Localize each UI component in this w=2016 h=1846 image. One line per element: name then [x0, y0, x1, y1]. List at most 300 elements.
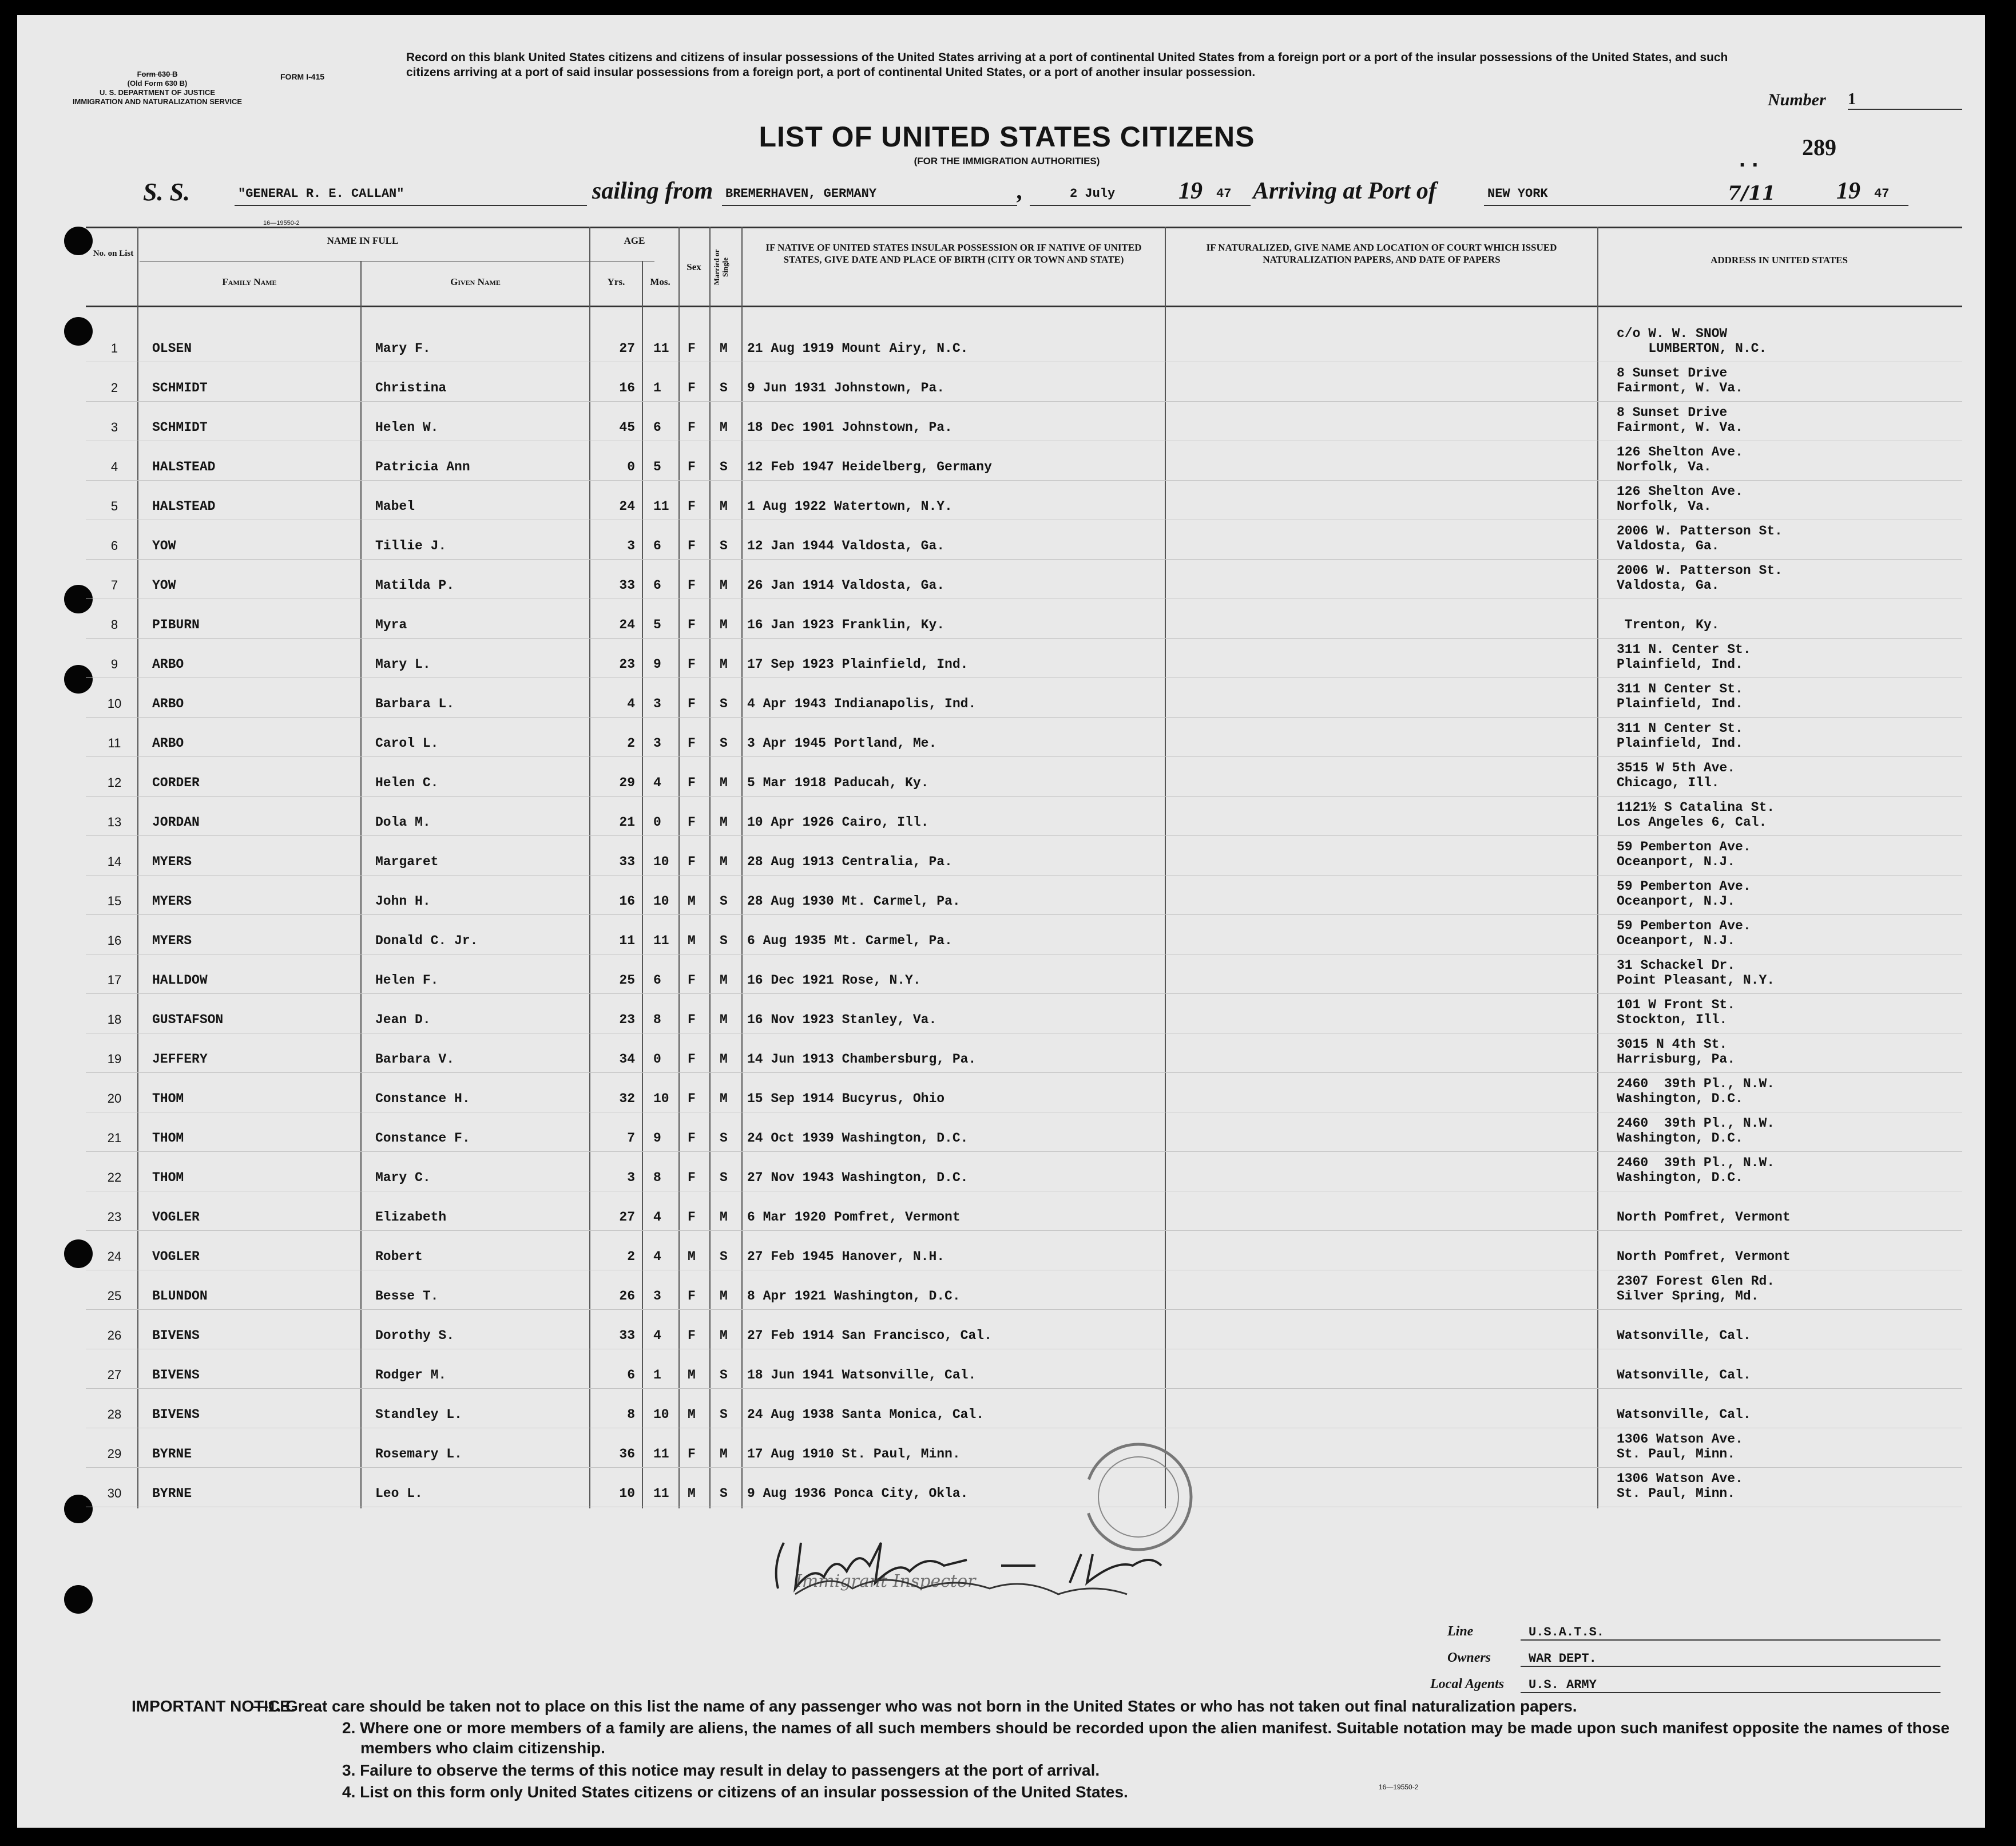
- form-code-bottom: 16—19550-2: [1379, 1783, 1419, 1791]
- sex: F: [688, 341, 696, 356]
- marital-status: S: [720, 538, 728, 553]
- age-years: 29: [619, 775, 635, 790]
- col-header-birth: IF NATIVE OF UNITED STATES INSULAR POSSESSION OR IF NATIVE OF UNITED STATES, GIVE DATE AND PLACE OF BIRTH (CITY OR TOWN AND STATE): [765, 242, 1142, 265]
- row-rule: [86, 480, 1962, 481]
- given-name: Barbara L.: [375, 696, 455, 711]
- age-years: 21: [619, 815, 635, 830]
- age-years: 27: [619, 341, 635, 356]
- given-name: Helen C.: [375, 775, 439, 790]
- sex: F: [688, 578, 696, 593]
- given-name: Helen W.: [375, 420, 439, 435]
- us-address: 31 Schackel Dr. Point Pleasant, N.Y.: [1617, 958, 1775, 988]
- age-years: 0: [627, 459, 635, 474]
- sex: F: [688, 854, 696, 869]
- row-number: 19: [107, 1052, 122, 1066]
- age-months: 8: [653, 1012, 661, 1027]
- punch-hole: [64, 1239, 93, 1268]
- col-header-address: ADDRESS IN UNITED STATES: [1711, 255, 1848, 266]
- row-number: 24: [107, 1249, 122, 1263]
- table-header-rule: [86, 306, 1962, 307]
- arriving-label: Arriving at Port of: [1253, 178, 1436, 204]
- col-divider: [642, 261, 643, 1508]
- us-address: c/o W. W. SNOW LUMBERTON, N.C.: [1617, 326, 1767, 356]
- age-months: 5: [653, 459, 661, 474]
- age-years: 24: [619, 617, 635, 632]
- row-number: 13: [107, 815, 122, 829]
- age-years: 2: [627, 736, 635, 751]
- sex: F: [688, 617, 696, 632]
- us-address: 126 Shelton Ave. Norfolk, Va.: [1617, 484, 1743, 514]
- given-name: Myra: [375, 617, 407, 632]
- row-rule: [86, 914, 1962, 915]
- col-header-name-in-full: NAME IN FULL: [327, 235, 399, 246]
- family-name: BYRNE: [152, 1447, 192, 1461]
- sailing-year-prefix: 19: [1178, 178, 1203, 204]
- family-name: MYERS: [152, 933, 192, 948]
- family-name: MYERS: [152, 854, 192, 869]
- given-name: Besse T.: [375, 1289, 439, 1304]
- given-name: Mary L.: [375, 657, 431, 672]
- age-months: 4: [653, 1249, 661, 1264]
- birth-date-place: 17 Sep 1923 Plainfield, Ind.: [747, 657, 969, 672]
- marital-status: S: [720, 459, 728, 474]
- age-months: 4: [653, 1328, 661, 1343]
- arrival-year: 47: [1871, 187, 1908, 206]
- family-name: THOM: [152, 1091, 184, 1106]
- col-divider: [137, 227, 138, 1508]
- given-name: Rosemary L.: [375, 1447, 462, 1461]
- birth-date-place: 4 Apr 1943 Indianapolis, Ind.: [747, 696, 977, 711]
- birth-date-place: 21 Aug 1919 Mount Airy, N.C.: [747, 341, 969, 356]
- sex: F: [688, 815, 696, 830]
- marital-status: S: [720, 381, 728, 395]
- sex: M: [688, 1486, 696, 1501]
- given-name: Donald C. Jr.: [375, 933, 478, 948]
- notice-item-1: —1. Great care should be taken not to place on this list the name of any passenger who was not born in the United States or who has not taken out final naturalization papers.: [252, 1697, 1577, 1715]
- age-months: 8: [653, 1170, 661, 1185]
- marital-status: S: [720, 1170, 728, 1185]
- col-divider: [1165, 227, 1166, 1508]
- punch-hole: [64, 1585, 93, 1614]
- marital-status: M: [720, 578, 728, 593]
- us-address: 59 Pemberton Ave. Oceanport, N.J.: [1617, 839, 1751, 869]
- sex: F: [688, 1131, 696, 1146]
- sex: F: [688, 1170, 696, 1185]
- row-rule: [86, 1230, 1962, 1231]
- marital-status: M: [720, 1210, 728, 1225]
- sailing-from-label: sailing from: [592, 178, 713, 204]
- birth-date-place: 6 Aug 1935 Mt. Carmel, Pa.: [747, 933, 953, 948]
- age-years: 23: [619, 657, 635, 672]
- us-address: Watsonville, Cal.: [1617, 1407, 1751, 1422]
- sex: F: [688, 1447, 696, 1461]
- age-years: 10: [619, 1486, 635, 1501]
- given-name: Carol L.: [375, 736, 439, 751]
- age-months: 6: [653, 538, 661, 553]
- age-years: 24: [619, 499, 635, 514]
- age-months: 11: [653, 1447, 669, 1461]
- row-number: 28: [107, 1407, 122, 1421]
- us-address: 1121½ S Catalina St. Los Angeles 6, Cal.: [1617, 800, 1775, 830]
- punch-hole: [64, 665, 93, 694]
- number-label: Number: [1768, 90, 1826, 109]
- sex: F: [688, 1091, 696, 1106]
- family-name: MYERS: [152, 894, 192, 909]
- birth-date-place: 9 Jun 1931 Johnstown, Pa.: [747, 381, 945, 395]
- birth-date-place: 3 Apr 1945 Portland, Me.: [747, 736, 937, 751]
- us-address: 2460 39th Pl., N.W. Washington, D.C.: [1617, 1116, 1775, 1146]
- family-name: ARBO: [152, 657, 184, 672]
- marital-status: M: [720, 1012, 728, 1027]
- row-number: 15: [107, 894, 122, 908]
- row-number: 17: [107, 973, 122, 987]
- marital-status: S: [720, 696, 728, 711]
- marital-status: S: [720, 1486, 728, 1501]
- us-address: Trenton, Ky.: [1624, 617, 1720, 632]
- row-number: 5: [110, 499, 118, 513]
- sex: F: [688, 538, 696, 553]
- birth-date-place: 16 Dec 1921 Rose, N.Y.: [747, 973, 921, 988]
- given-name: Robert: [375, 1249, 423, 1264]
- given-name: Margaret: [375, 854, 439, 869]
- preamble-text: Record on this blank United States citizens and citizens of insular possessions of the United States arriving at a port of continental United States from a foreign port or a port of the insular possessions of the United States, and such citizens arriving at a port of said insular possessions from a foreign port, a port of continental United States, or a port of another insular possession.: [406, 51, 1728, 79]
- age-years: 45: [619, 420, 635, 435]
- age-months: 11: [653, 1486, 669, 1501]
- col-header-given-name: Given Name: [450, 276, 501, 287]
- page-title: LIST OF UNITED STATES CITIZENS: [759, 121, 1255, 153]
- given-name: Mary C.: [375, 1170, 431, 1185]
- ship-name: "GENERAL R. E. CALLAN": [235, 187, 587, 206]
- birth-date-place: 10 Apr 1926 Cairo, Ill.: [747, 815, 929, 830]
- age-months: 3: [653, 736, 661, 751]
- birth-date-place: 28 Aug 1930 Mt. Carmel, Pa.: [747, 894, 961, 909]
- row-number: 29: [107, 1447, 122, 1461]
- row-rule: [86, 1467, 1962, 1468]
- us-address: North Pomfret, Vermont: [1617, 1210, 1791, 1225]
- us-address: Watsonville, Cal.: [1617, 1328, 1751, 1343]
- birth-date-place: 24 Aug 1938 Santa Monica, Cal.: [747, 1407, 985, 1422]
- us-address: North Pomfret, Vermont: [1617, 1249, 1791, 1264]
- age-months: 10: [653, 894, 669, 909]
- age-years: 32: [619, 1091, 635, 1106]
- birth-date-place: 27 Nov 1943 Washington, D.C.: [747, 1170, 969, 1185]
- family-name: SCHMIDT: [152, 420, 208, 435]
- age-years: 4: [627, 696, 635, 711]
- age-years: 33: [619, 578, 635, 593]
- col-divider: [589, 227, 590, 1508]
- col-header-married: Married or Single: [712, 249, 729, 286]
- birth-date-place: 26 Jan 1914 Valdosta, Ga.: [747, 578, 945, 593]
- row-number: 8: [110, 617, 118, 632]
- notice-item-2: 2. Where one or more members of a family are aliens, the names of all such members should be recorded upon the alien manifest. Suitable notation may be made upon such manifest opposite the names of those members who claim citizenship.: [342, 1719, 1950, 1757]
- marital-status: M: [720, 1052, 728, 1067]
- row-rule: [86, 756, 1962, 757]
- birth-date-place: 18 Dec 1901 Johnstown, Pa.: [747, 420, 953, 435]
- service-stamp: [1070, 1440, 1207, 1554]
- col-header-yrs: Yrs.: [607, 276, 625, 287]
- row-number: 9: [110, 657, 118, 671]
- col-header-naturalized: IF NATURALIZED, GIVE NAME AND LOCATION OF COURT WHICH ISSUED NATURALIZATION PAPERS, AND DATE OF PAPERS: [1206, 242, 1557, 265]
- row-number: 18: [107, 1012, 122, 1027]
- sex: F: [688, 1328, 696, 1343]
- birth-date-place: 6 Mar 1920 Pomfret, Vermont: [747, 1210, 961, 1225]
- marital-status: M: [720, 815, 728, 830]
- us-address: 311 N Center St. Plainfield, Ind.: [1617, 682, 1743, 711]
- marital-status: M: [720, 973, 728, 988]
- us-address: 126 Shelton Ave. Norfolk, Va.: [1617, 445, 1743, 474]
- us-address: 2006 W. Patterson St. Valdosta, Ga.: [1617, 524, 1783, 553]
- sex: F: [688, 696, 696, 711]
- birth-date-place: 27 Feb 1945 Hanover, N.H.: [747, 1249, 945, 1264]
- sailing-year: 47: [1213, 187, 1251, 206]
- marital-status: M: [720, 775, 728, 790]
- age-years: 34: [619, 1052, 635, 1067]
- given-name: Tillie J.: [375, 538, 447, 553]
- sex: F: [688, 459, 696, 474]
- punch-hole: [64, 317, 93, 346]
- age-months: 10: [653, 854, 669, 869]
- age-years: 2: [627, 1249, 635, 1264]
- birth-date-place: 14 Jun 1913 Chambersburg, Pa.: [747, 1052, 977, 1067]
- us-address: Watsonville, Cal.: [1617, 1368, 1751, 1382]
- marital-status: S: [720, 933, 728, 948]
- us-address: 8 Sunset Drive Fairmont, W. Va.: [1617, 405, 1743, 435]
- us-address: 311 N Center St. Plainfield, Ind.: [1617, 721, 1743, 751]
- arrival-date: 7/11: [1659, 182, 1899, 206]
- agents-value: U.S. ARMY: [1521, 1678, 1940, 1693]
- form-code-top: 16—19550-2: [263, 220, 300, 227]
- family-name: HALSTEAD: [152, 499, 216, 514]
- age-years: 3: [627, 1170, 635, 1185]
- sex: F: [688, 1012, 696, 1027]
- sex: F: [688, 973, 696, 988]
- age-years: 36: [619, 1447, 635, 1461]
- col-header-age: AGE: [624, 235, 645, 246]
- age-months: 9: [653, 657, 661, 672]
- age-years: 7: [627, 1131, 635, 1146]
- us-address: 8 Sunset Drive Fairmont, W. Va.: [1617, 366, 1743, 395]
- sex: M: [688, 1407, 696, 1422]
- age-months: 0: [653, 815, 661, 830]
- age-months: 3: [653, 1289, 661, 1304]
- given-name: John H.: [375, 894, 431, 909]
- punch-hole: [64, 585, 93, 613]
- sex: M: [688, 1249, 696, 1264]
- family-name: BIVENS: [152, 1407, 200, 1422]
- owners-value: WAR DEPT.: [1521, 1651, 1940, 1667]
- notice-title: IMPORTANT NOTICE.: [132, 1697, 295, 1715]
- age-months: 6: [653, 973, 661, 988]
- age-months: 10: [653, 1091, 669, 1106]
- col-header-mos: Mos.: [650, 276, 670, 287]
- age-years: 6: [627, 1368, 635, 1382]
- agents-label: Local Agents: [1430, 1677, 1505, 1691]
- given-name: Helen F.: [375, 973, 439, 988]
- col-divider: [709, 227, 711, 1508]
- age-months: 10: [653, 1407, 669, 1422]
- given-name: Dorothy S.: [375, 1328, 455, 1343]
- family-name: JORDAN: [152, 815, 200, 830]
- family-name: BIVENS: [152, 1368, 200, 1382]
- marital-status: M: [720, 657, 728, 672]
- name-subheader-rule: [140, 261, 654, 262]
- family-name: BLUNDON: [152, 1289, 208, 1304]
- row-number: 2: [110, 381, 118, 395]
- sailing-from-value: BREMERHAVEN, GERMANY: [722, 187, 1017, 206]
- family-name: ARBO: [152, 736, 184, 751]
- marital-status: M: [720, 1091, 728, 1106]
- row-number: 11: [108, 736, 121, 750]
- age-years: 11: [619, 933, 635, 948]
- age-years: 33: [619, 1328, 635, 1343]
- birth-date-place: 12 Feb 1947 Heidelberg, Germany: [747, 459, 992, 474]
- us-address: 59 Pemberton Ave. Oceanport, N.J.: [1617, 918, 1751, 948]
- age-years: 25: [619, 973, 635, 988]
- age-months: 1: [653, 381, 661, 395]
- age-years: 23: [619, 1012, 635, 1027]
- family-name: THOM: [152, 1131, 184, 1146]
- marital-status: M: [720, 617, 728, 632]
- us-address: 3015 N 4th St. Harrisburg, Pa.: [1617, 1037, 1736, 1067]
- birth-date-place: 24 Oct 1939 Washington, D.C.: [747, 1131, 969, 1146]
- form-number: FORM I-415: [280, 72, 325, 81]
- form-id-top: Form 630 B: [137, 70, 178, 78]
- family-name: BYRNE: [152, 1486, 192, 1501]
- family-name: YOW: [152, 538, 176, 553]
- age-years: 27: [619, 1210, 635, 1225]
- family-name: JEFFERY: [152, 1052, 208, 1067]
- given-name: Constance F.: [375, 1131, 470, 1146]
- marital-status: M: [720, 420, 728, 435]
- sex: M: [688, 1368, 696, 1382]
- sex: F: [688, 775, 696, 790]
- row-rule: [86, 559, 1962, 560]
- comma: ,: [1017, 178, 1023, 204]
- birth-date-place: 17 Aug 1910 St. Paul, Minn.: [747, 1447, 961, 1461]
- manifest-page: [17, 15, 1985, 1828]
- sex: M: [688, 933, 696, 948]
- family-name: SCHMIDT: [152, 381, 208, 395]
- sailing-date: 2 July: [1030, 187, 1213, 206]
- col-header-family-name: Family Name: [222, 276, 277, 287]
- row-rule: [86, 717, 1962, 718]
- marital-status: M: [720, 1447, 728, 1461]
- marital-status: M: [720, 1289, 728, 1304]
- row-rule: [86, 875, 1962, 876]
- given-name: Standley L.: [375, 1407, 462, 1422]
- age-months: 11: [653, 341, 669, 356]
- table-top-rule: [86, 227, 1962, 228]
- family-name: VOGLER: [152, 1249, 200, 1264]
- us-address: 101 W Front St. Stockton, Ill.: [1617, 997, 1736, 1027]
- row-rule: [86, 1151, 1962, 1152]
- signature-caption: Immigrant Inspector: [795, 1571, 976, 1591]
- notice-item-4: 4. List on this form only United States citizens or citizens of an insular possession of the United States.: [342, 1783, 1128, 1801]
- birth-date-place: 27 Feb 1914 San Francisco, Cal.: [747, 1328, 992, 1343]
- given-name: Matilda P.: [375, 578, 455, 593]
- given-name: Patricia Ann: [375, 459, 470, 474]
- form-id-old: (Old Form 630 B): [127, 79, 188, 88]
- ss-label: S. S.: [143, 178, 190, 206]
- age-months: 4: [653, 775, 661, 790]
- col-divider: [678, 227, 680, 1508]
- us-address: 59 Pemberton Ave. Oceanport, N.J.: [1617, 879, 1751, 909]
- us-address: 2307 Forest Glen Rd. Silver Spring, Md.: [1617, 1274, 1775, 1304]
- row-number: 26: [107, 1328, 122, 1342]
- row-number: 21: [107, 1131, 122, 1145]
- given-name: Mabel: [375, 499, 415, 514]
- us-address: 2460 39th Pl., N.W. Washington, D.C.: [1617, 1155, 1775, 1185]
- age-months: 6: [653, 420, 661, 435]
- family-name: CORDER: [152, 775, 200, 790]
- given-name: Leo L.: [375, 1486, 423, 1501]
- birth-date-place: 1 Aug 1922 Watertown, N.Y.: [747, 499, 953, 514]
- age-years: 8: [627, 1407, 635, 1422]
- marital-status: M: [720, 854, 728, 869]
- us-address: 2006 W. Patterson St. Valdosta, Ga.: [1617, 563, 1783, 593]
- punch-hole: [64, 1495, 93, 1523]
- row-number: 27: [107, 1368, 122, 1382]
- age-years: 33: [619, 854, 635, 869]
- row-number: 16: [107, 933, 122, 948]
- sex: F: [688, 1289, 696, 1304]
- punch-hole: [64, 227, 93, 255]
- family-name: BIVENS: [152, 1328, 200, 1343]
- age-months: 11: [653, 933, 669, 948]
- family-name: ARBO: [152, 696, 184, 711]
- given-name: Constance H.: [375, 1091, 470, 1106]
- row-number: 30: [107, 1486, 122, 1500]
- given-name: Christina: [375, 381, 447, 395]
- col-divider: [360, 261, 362, 1508]
- row-number: 20: [107, 1091, 122, 1106]
- form-department-block: [63, 70, 252, 106]
- col-divider: [741, 227, 743, 1508]
- marital-status: S: [720, 1407, 728, 1422]
- birth-date-place: 28 Aug 1913 Centralia, Pa.: [747, 854, 953, 869]
- age-months: 0: [653, 1052, 661, 1067]
- marital-status: S: [720, 1249, 728, 1264]
- us-address: 311 N. Center St. Plainfield, Ind.: [1617, 642, 1751, 672]
- family-name: THOM: [152, 1170, 184, 1185]
- arrival-year-prefix: 19: [1836, 178, 1860, 204]
- owners-label: Owners: [1447, 1650, 1491, 1665]
- family-name: GUSTAFSON: [152, 1012, 224, 1027]
- sex: F: [688, 736, 696, 751]
- birth-date-place: 16 Jan 1923 Franklin, Ky.: [747, 617, 945, 632]
- given-name: Elizabeth: [375, 1210, 447, 1225]
- family-name: HALLDOW: [152, 973, 208, 988]
- col-header-no: No. on List: [93, 249, 134, 258]
- marital-status: M: [720, 1328, 728, 1343]
- family-name: VOGLER: [152, 1210, 200, 1225]
- given-name: Rodger M.: [375, 1368, 447, 1382]
- marital-status: S: [720, 736, 728, 751]
- form-department: U. S. DEPARTMENT OF JUSTICE: [100, 88, 215, 97]
- family-name: PIBURN: [152, 617, 200, 632]
- age-years: 16: [619, 381, 635, 395]
- us-address: 1306 Watson Ave. St. Paul, Minn.: [1617, 1471, 1743, 1501]
- birth-date-place: 16 Nov 1923 Stanley, Va.: [747, 1012, 937, 1027]
- marital-status: S: [720, 894, 728, 909]
- row-rule: [86, 835, 1962, 836]
- row-number: 6: [110, 538, 118, 553]
- line-label: Line: [1447, 1624, 1474, 1639]
- line-value: U.S.A.T.S.: [1521, 1625, 1940, 1641]
- family-name: HALSTEAD: [152, 459, 216, 474]
- marital-status: M: [720, 341, 728, 356]
- family-name: YOW: [152, 578, 176, 593]
